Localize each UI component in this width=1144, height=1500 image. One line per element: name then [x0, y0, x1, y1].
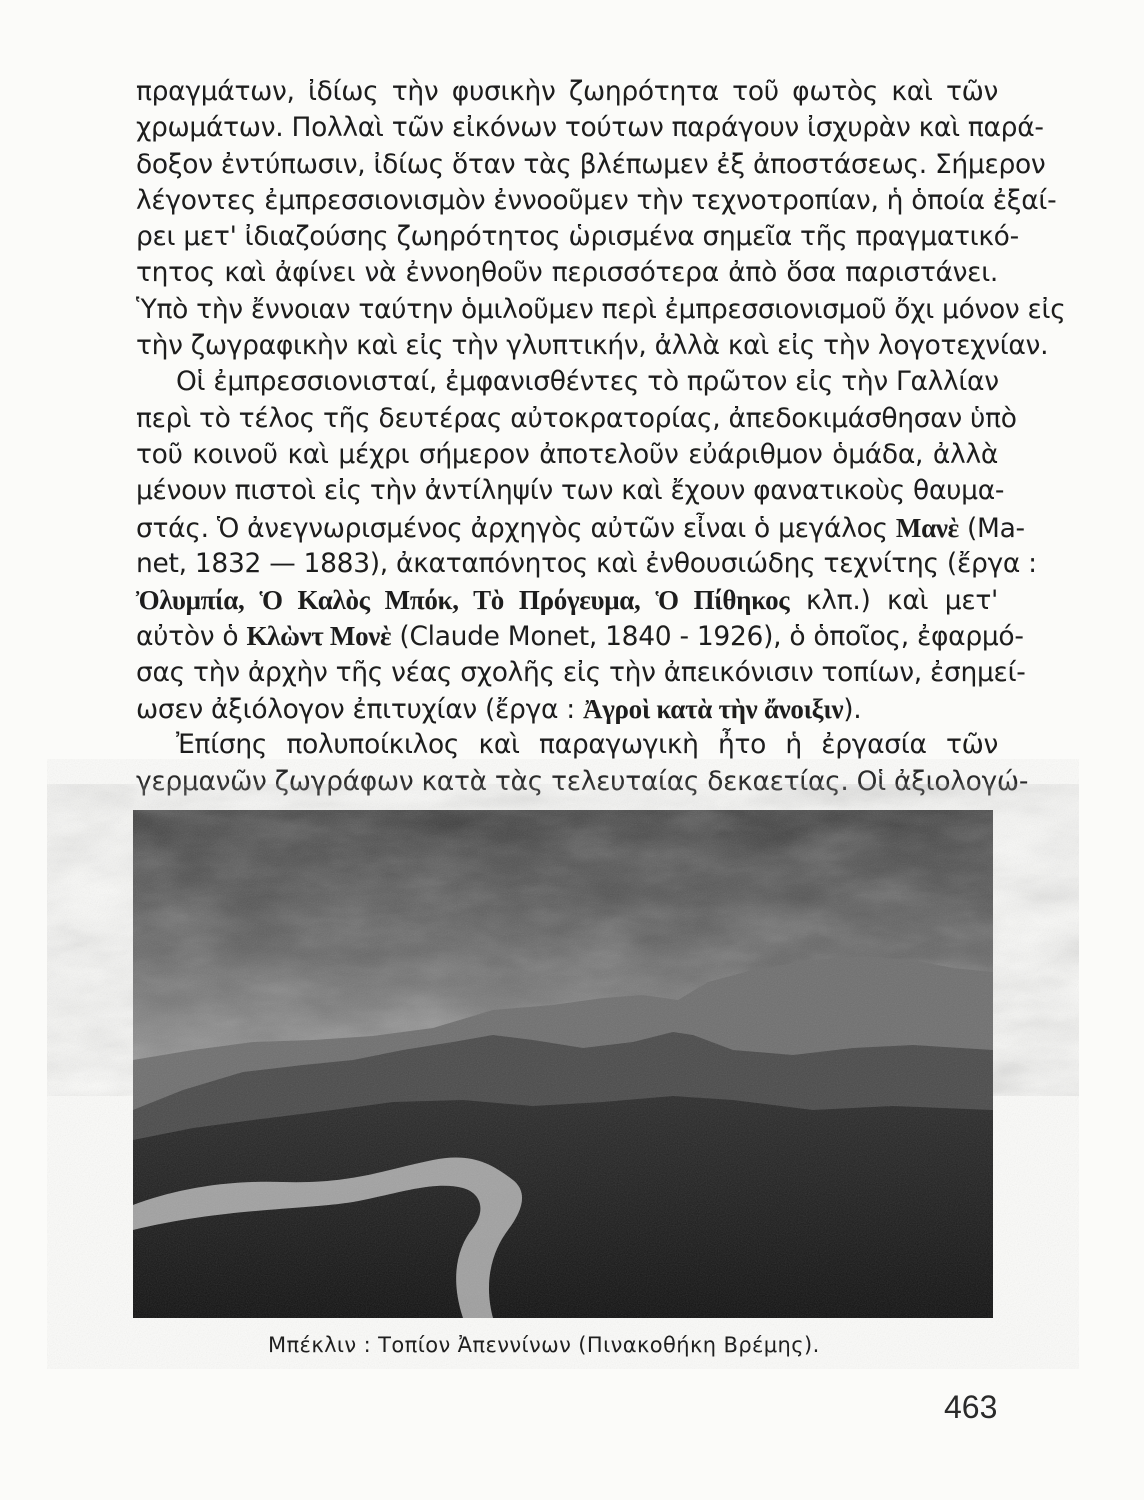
text-line: μένουν πιστοὶ εἰς τὴν ἀντίληψίν των καὶ ἔχουν φανατικοὺς θαυμα-	[136, 475, 1005, 507]
monet-work-title: Ἀγροὶ κατὰ τὴν ἄνοιξιν	[583, 694, 844, 725]
text-line	[136, 618, 1024, 654]
text-line: χρωμάτων. Πολλαὶ τῶν εἰκόνων τούτων παράγουν ἰσχυρὰν καὶ παρά-	[136, 112, 1044, 144]
landscape-painting-image	[133, 810, 993, 1318]
text-span: (Claude Monet, 1840 - 1926), ὁ ὁποῖος, ἐφαρμό-	[391, 621, 1024, 653]
artist-name-manet: Μανὲ	[895, 512, 959, 543]
text-line: γερμανῶν ζωγράφων κατὰ τὰς τελευταίας δεκαετίας. Οἱ ἀξιολογώ-	[136, 765, 1029, 797]
text-line	[136, 582, 998, 618]
manet-works-titles: Ὀλυμπία, Ὁ Καλὸς Μπόκ, Τὸ Πρόγευμα, Ὁ Πίθηκος	[136, 585, 790, 616]
text-line: δοξον ἐντύπωσιν, ἰδίως ὅταν τὰς βλέπωμεν ἐξ ἀποστάσεως. Σήμερον	[136, 148, 1046, 180]
body-text	[136, 74, 1066, 800]
text-line: σας τὴν ἀρχὴν τῆς νέας σχολῆς εἰς τὴν ἀπεικόνισιν τοπίων, ἐσημεί-	[136, 656, 1026, 688]
paragraph-start-line: Οἱ ἐμπρεσσιονισταί, ἐμφανισθέντες τὸ πρῶτον εἰς τὴν Γαλλίαν	[176, 366, 999, 398]
text-span: αὐτὸν ὁ	[136, 621, 247, 653]
text-line: ρει μετ' ἰδιαζούσης ζωηρότητος ὡρισμένα σημεῖα τῆς πραγματικό-	[136, 221, 1019, 253]
text-line: net, 1832 — 1883), ἀκαταπόνητος καὶ ἐνθουσιώδης τεχνίτης (ἔργα :	[136, 547, 1037, 579]
text-line	[136, 691, 998, 727]
text-line: τὴν ζωγραφικὴν καὶ εἰς τὴν γλυπτικήν, ἀλλὰ καὶ εἰς τὴν λογοτεχνίαν.	[136, 330, 1049, 362]
text-span: στάς. Ὁ ἀνεγνωρισμένος ἀρχηγὸς αὐτῶν εἶναι ὁ μεγάλος	[136, 512, 896, 544]
text-line: Ὑπὸ τὴν ἔννοιαν ταύτην ὁμιλοῦμεν περὶ ἐμπρεσσιονισμοῦ ὄχι μόνον εἰς	[136, 293, 1066, 325]
text-line	[136, 510, 1025, 546]
text-span: ).	[843, 694, 862, 726]
text-span: ωσεν ἀξιόλογον ἐπιτυχίαν (ἔργα :	[136, 694, 583, 726]
text-span: κλπ.) καὶ μετ'	[789, 585, 998, 617]
paragraph-start-line: Ἐπίσης πολυποίκιλος καὶ παραγωγικὴ ἦτο ἡ ἐργασία τῶν	[176, 729, 998, 761]
text-span: (Ma-	[958, 512, 1025, 544]
figure-caption: Μπέκλιν : Τοπίον Ἀπεννίνων (Πινακοθήκη Βρέμης).	[268, 1333, 820, 1357]
text-line: λέγοντες ἐμπρεσσιονισμὸν ἐννοοῦμεν τὴν τεχνοτροπίαν, ἡ ὁποία ἐξαί-	[136, 184, 1057, 216]
film-grain	[133, 810, 993, 1318]
text-line: τοῦ κοινοῦ καὶ μέχρι σήμερον ἀποτελοῦν εὐάριθμον ὁμάδα, ἀλλὰ	[136, 438, 998, 470]
text-line: πραγμάτων, ἰδίως τὴν φυσικὴν ζωηρότητα τοῦ φωτὸς καὶ τῶν	[136, 76, 998, 107]
page-number: 463	[944, 1389, 998, 1425]
artist-name-monet: Κλὼντ Μονὲ	[246, 621, 392, 652]
text-line: περὶ τὸ τέλος τῆς δευτέρας αὐτοκρατορίας, ἀπεδοκιμάσθησαν ὑπὸ	[136, 402, 1017, 434]
text-line: τητος καὶ ἀφίνει νὰ ἐννοηθοῦν περισσότερα ἀπὸ ὅσα παριστάνει.	[136, 257, 998, 289]
